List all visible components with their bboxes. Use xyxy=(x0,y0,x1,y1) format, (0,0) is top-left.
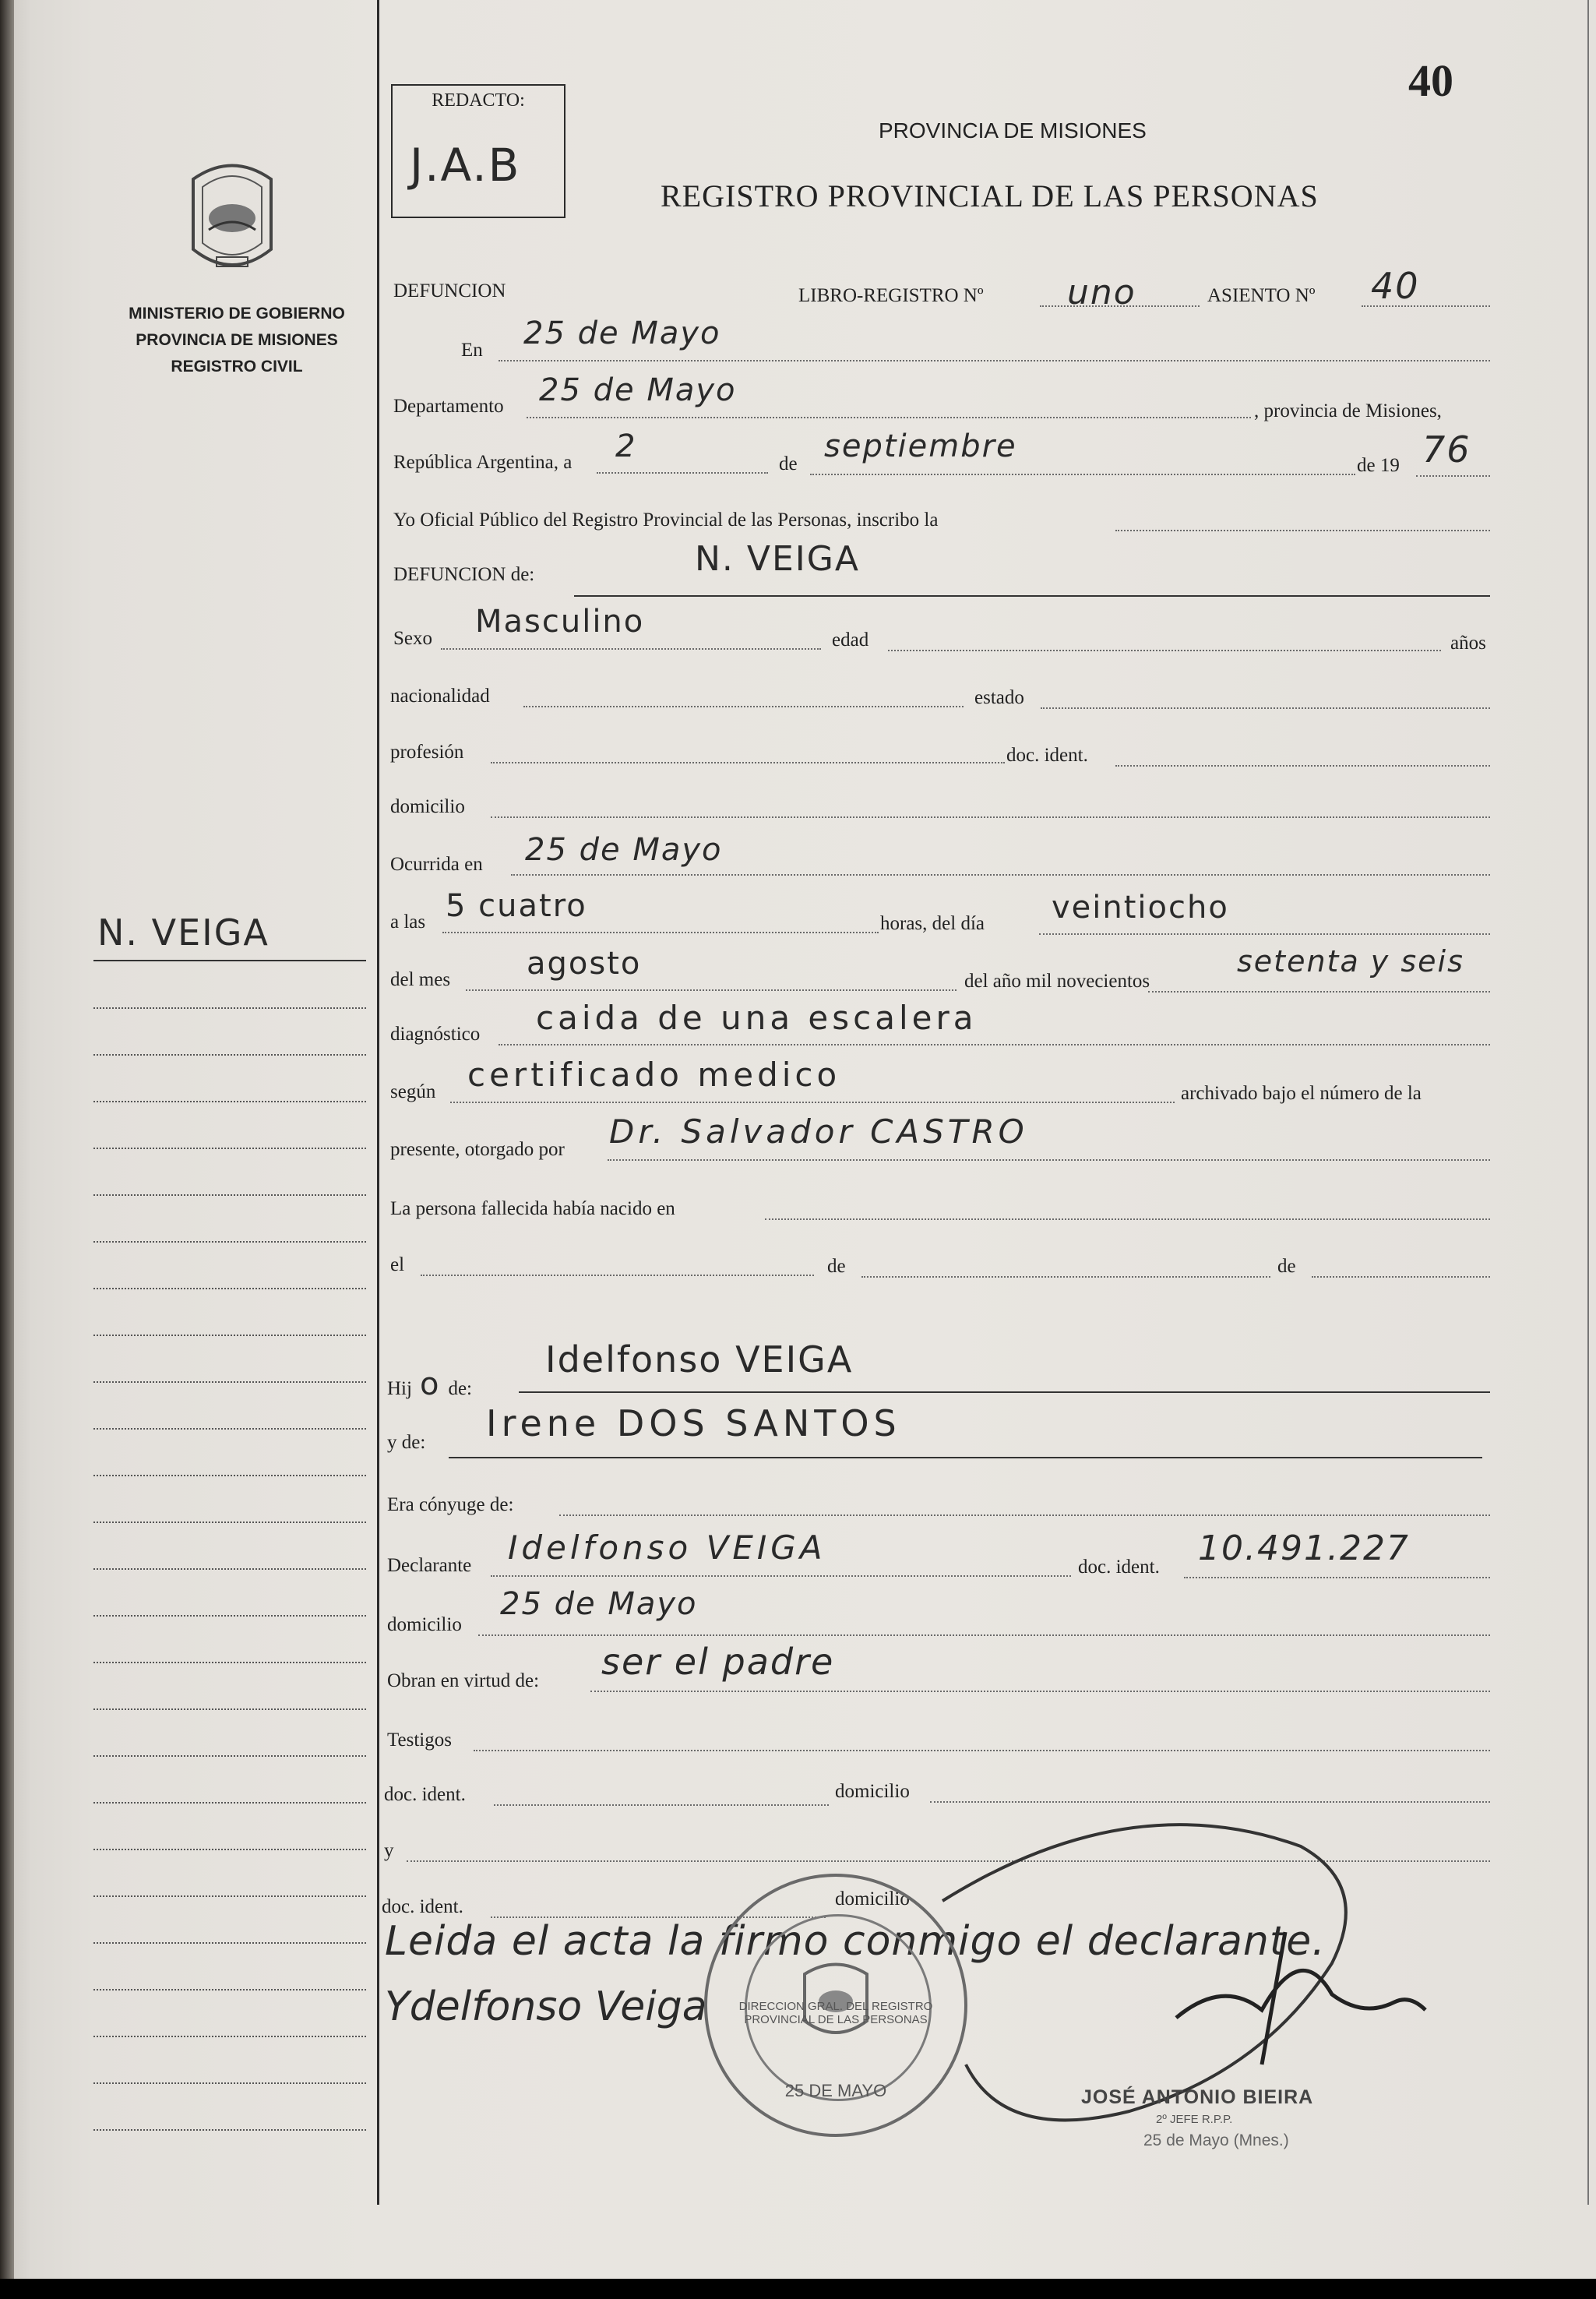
father-value: Idelfonso VEIGA xyxy=(545,1338,854,1380)
province-suffix: , provincia de Misiones, xyxy=(1254,400,1442,421)
footer-bar xyxy=(0,2279,1596,2299)
and-label: y de: xyxy=(387,1432,426,1453)
diagnosis-label: diagnóstico xyxy=(390,1024,481,1045)
de-line-1 xyxy=(861,1276,1270,1278)
witnesses-label: Testigos xyxy=(387,1730,452,1751)
according-label: según xyxy=(390,1081,436,1102)
el-label: el xyxy=(390,1254,405,1275)
civil-status-line xyxy=(1041,707,1490,709)
declarant-label: Declarante xyxy=(387,1555,472,1576)
nationality-label: nacionalidad xyxy=(390,686,490,707)
age-line xyxy=(888,650,1441,651)
entry-label: ASIENTO Nº xyxy=(1207,285,1316,306)
seal-text: DIRECCION GRAL. DEL REGISTRO PROVINCIAL DE LAS PERSONAS xyxy=(738,2000,933,2026)
margin-line xyxy=(93,1989,366,1990)
declarant-domicile-label: domicilio xyxy=(387,1614,462,1635)
margin-line xyxy=(93,1755,366,1757)
margin-line xyxy=(93,2129,366,2131)
header-registry: REGISTRO PROVINCIAL DE LAS PERSONAS xyxy=(661,178,1319,213)
declarant-domicile-line xyxy=(478,1634,1490,1636)
archived-label: archivado bajo el número de la xyxy=(1181,1083,1422,1104)
sex-value: Masculino xyxy=(475,604,645,640)
acting-value: ser el padre xyxy=(601,1641,835,1683)
officer-name: JOSÉ ANTONIO BIEIRA xyxy=(1081,2086,1314,2108)
record-type-label: DEFUNCION xyxy=(393,280,506,301)
doc-label: doc. ident. xyxy=(1006,745,1088,766)
officer-title: 2º JEFE R.P.P. xyxy=(1156,2113,1233,2126)
year-text-value: setenta y seis xyxy=(1237,944,1464,978)
month-text-value: agosto xyxy=(527,946,642,982)
declarant-signature: Ydelfonso Veiga xyxy=(385,1983,707,2030)
book-label: LIBRO-REGISTRO Nº xyxy=(798,285,984,306)
w-doc-label: doc. ident. xyxy=(384,1784,466,1805)
margin-line xyxy=(93,1007,366,1009)
w-domicile-label: domicilio xyxy=(835,1781,910,1802)
margin-line xyxy=(93,1568,366,1570)
declarant-doc-value: 10.491.227 xyxy=(1198,1529,1410,1568)
deceased-value: N. VEIGA xyxy=(695,539,860,579)
w-doc-line xyxy=(494,1804,829,1806)
declarant-domicile-value: 25 de Mayo xyxy=(500,1586,698,1622)
de-label-1: de xyxy=(827,1256,846,1277)
day-line xyxy=(597,472,768,474)
acting-label: Obran en virtud de: xyxy=(387,1670,540,1691)
day-value: 2 xyxy=(615,428,637,464)
republic-label: República Argentina, a xyxy=(393,452,573,473)
margin-line xyxy=(93,1849,366,1850)
province-label: PROVINCIA DE MISIONES xyxy=(136,331,338,349)
child-label-a: Hij xyxy=(387,1378,412,1399)
profession-line xyxy=(491,762,1005,763)
hours-day-label: horas, del día xyxy=(880,913,985,934)
margin-line xyxy=(93,1241,366,1243)
deceased-label: DEFUNCION de: xyxy=(393,564,535,585)
domicile-label: domicilio xyxy=(390,796,465,817)
child-suffix: o xyxy=(419,1366,441,1402)
nationality-line xyxy=(523,706,964,707)
hour-line xyxy=(442,932,879,933)
declarant-value: Idelfonso VEIGA xyxy=(508,1529,826,1567)
deceased-line xyxy=(574,595,1490,597)
margin-line xyxy=(93,1522,366,1523)
de-label: de xyxy=(779,453,798,474)
statement-line xyxy=(1115,530,1490,531)
margin-line xyxy=(93,1895,366,1897)
declarant-doc-label: doc. ident. xyxy=(1078,1557,1160,1578)
born-label: La persona fallecida había nacido en xyxy=(390,1198,675,1219)
right-border-line xyxy=(1587,0,1589,2205)
at-label: a las xyxy=(390,911,426,933)
day-text-value: veintiocho xyxy=(1052,890,1229,926)
left-header xyxy=(113,301,361,380)
day-text-line xyxy=(1039,933,1490,935)
el-line xyxy=(421,1275,814,1276)
occurred-value: 25 de Mayo xyxy=(525,832,723,868)
department-label: Departamento xyxy=(393,396,504,417)
doc-line xyxy=(1115,765,1490,767)
book-value: uno xyxy=(1067,273,1136,312)
month-value: septiembre xyxy=(824,428,1017,464)
year-text-label: del año mil novecientos xyxy=(964,971,1150,992)
granted-value: Dr. Salvador CASTRO xyxy=(609,1112,1028,1151)
profession-label: profesión xyxy=(390,742,464,763)
father-line xyxy=(519,1391,1490,1393)
year-line xyxy=(1416,475,1490,477)
ministry-label: MINISTERIO DE GOBIERNO xyxy=(129,305,345,323)
granted-label: presente, otorgado por xyxy=(390,1139,565,1160)
margin-line xyxy=(93,1101,366,1102)
granted-line xyxy=(608,1159,1490,1161)
margin-name: N. VEIGA xyxy=(97,911,270,954)
margin-line xyxy=(93,1148,366,1149)
en-label: En xyxy=(461,340,483,361)
margin-line xyxy=(93,2036,366,2037)
margin-line xyxy=(93,1054,366,1056)
en-value: 25 de Mayo xyxy=(523,316,721,351)
department-value: 25 de Mayo xyxy=(539,372,737,408)
declarant-line xyxy=(491,1575,1071,1577)
margin-divider-line xyxy=(377,0,379,2205)
margin-line xyxy=(93,1381,366,1383)
month-line xyxy=(810,474,1355,475)
de-label-2: de xyxy=(1277,1256,1296,1277)
witnesses-line xyxy=(474,1750,1490,1751)
margin-line xyxy=(93,1194,366,1196)
year-text-line xyxy=(1148,991,1490,993)
margin-line xyxy=(93,1475,366,1476)
margin-line xyxy=(93,1802,366,1804)
margin-line xyxy=(93,1942,366,1944)
redacto-box xyxy=(391,84,565,218)
age-label: edad xyxy=(832,629,869,651)
sex-label: Sexo xyxy=(393,628,432,649)
child-label xyxy=(387,1366,472,1402)
en-line xyxy=(499,360,1490,361)
margin-line xyxy=(93,1662,366,1663)
redacto-label: REDACTO: xyxy=(432,90,525,111)
month-label: del mes xyxy=(390,969,451,990)
month-text-line xyxy=(466,989,957,991)
born-line xyxy=(765,1218,1490,1220)
according-line xyxy=(450,1102,1175,1103)
w-domicile-line xyxy=(930,1801,1490,1803)
sex-line xyxy=(441,648,821,650)
department-line xyxy=(527,417,1251,418)
officer-place: 25 de Mayo (Mnes.) xyxy=(1143,2132,1289,2149)
diagnosis-value: caida de una escalera xyxy=(536,999,978,1037)
book-spine xyxy=(0,0,14,2279)
spouse-line xyxy=(559,1514,1490,1516)
de-line-2 xyxy=(1312,1276,1490,1278)
spouse-label: Era cónyuge de: xyxy=(387,1494,514,1515)
mother-line xyxy=(449,1457,1482,1458)
redacto-value: J.A.B xyxy=(410,139,521,192)
w2-domicile-label: domicilio xyxy=(835,1888,910,1909)
margin-line xyxy=(93,1335,366,1336)
year-label: de 19 xyxy=(1357,455,1400,476)
occurred-line xyxy=(511,874,1490,876)
margin-line xyxy=(93,2082,366,2084)
mother-value: Irene DOS SANTOS xyxy=(486,1402,901,1444)
acting-line xyxy=(590,1691,1490,1692)
w-and-label: y xyxy=(384,1840,394,1861)
domicile-line xyxy=(491,816,1490,818)
closing-text: Leida el acta la firmo conmigo el declarante. xyxy=(385,1918,1326,1965)
margin-line xyxy=(93,1708,366,1710)
margin-line xyxy=(93,1288,366,1289)
page-number: 40 xyxy=(1408,55,1453,106)
header-province: PROVINCIA DE MISIONES xyxy=(879,118,1147,143)
civil-status-label: estado xyxy=(974,687,1024,708)
w2-doc-label: doc. ident. xyxy=(382,1896,463,1917)
statement-text: Yo Oficial Público del Registro Provincial de las Personas, inscribo la xyxy=(393,510,939,531)
child-label-b: de: xyxy=(448,1378,472,1399)
margin-name-underline xyxy=(93,960,366,961)
office-label: REGISTRO CIVIL xyxy=(171,358,303,376)
entry-value: 40 xyxy=(1371,265,1420,307)
age-unit: años xyxy=(1450,633,1486,654)
according-value: certificado medico xyxy=(467,1056,841,1094)
provincial-coat-of-arms-icon xyxy=(178,156,287,280)
margin-line xyxy=(93,1615,366,1617)
declarant-doc-line xyxy=(1184,1577,1490,1578)
margin-line xyxy=(93,1428,366,1430)
hour-value: 5 cuatro xyxy=(446,888,587,924)
year-value: 76 xyxy=(1422,428,1471,471)
occurred-label: Ocurrida en xyxy=(390,854,483,875)
diagnosis-line xyxy=(499,1044,1490,1045)
seal-place: 25 DE MAYO xyxy=(784,2081,887,2100)
